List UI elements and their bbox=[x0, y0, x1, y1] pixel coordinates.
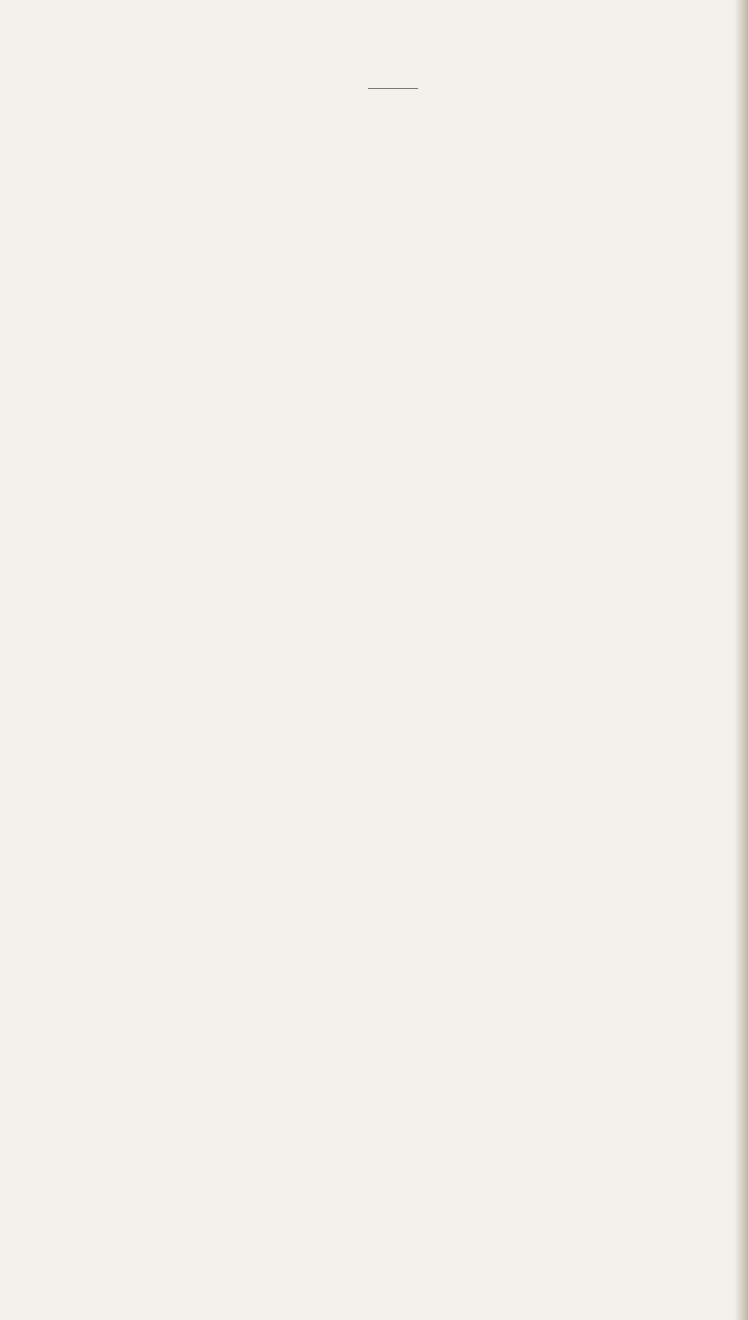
page-number-rule bbox=[368, 88, 418, 89]
body-text bbox=[106, 116, 710, 158]
page-edge-shadow bbox=[734, 0, 748, 1320]
